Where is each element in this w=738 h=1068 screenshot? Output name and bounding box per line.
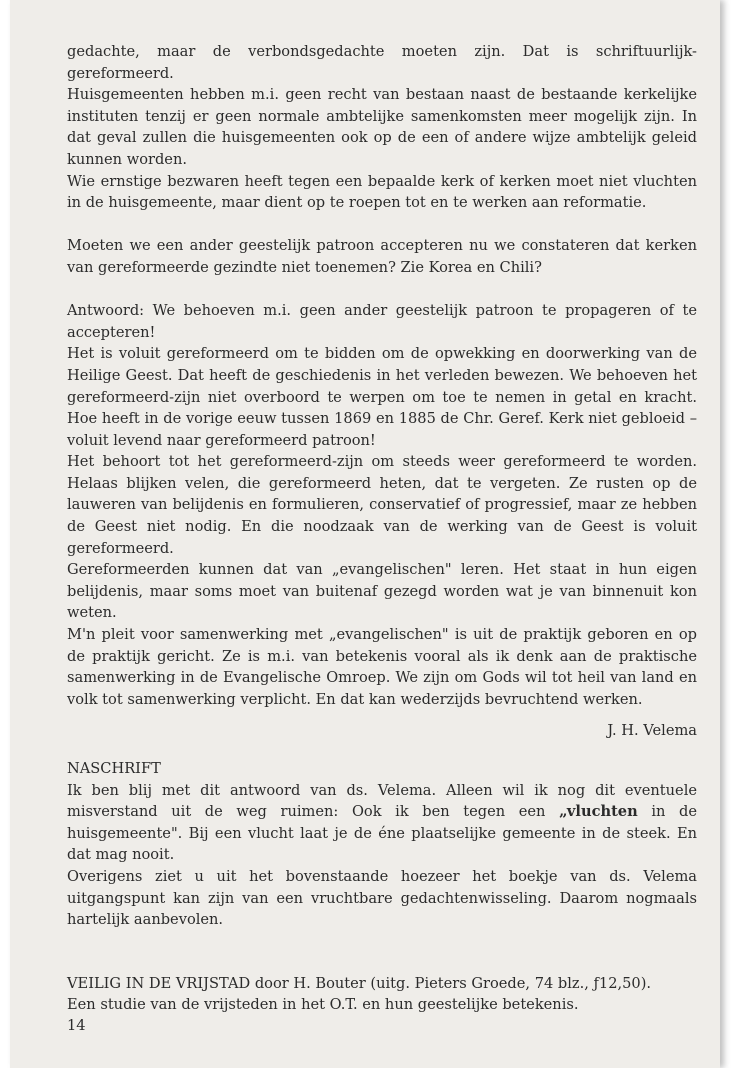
article-paragraph-2: Huisgemeenten hebben m.i. geen recht van bestaan naast de bestaande kerkelijke instituten tenzij er geen normale ambtelijke samenkomsten meer mogelijk zijn. In dat geval zullen die huisgemeenten ook op de een of andere wijze ambtelijk geleid kunnen worden. xyxy=(67,86,697,168)
naschrift-paragraph-1 xyxy=(67,780,697,866)
article-paragraph-4: Het is voluit gereformeerd om te bidden om de opwekking en doorwerking van de Heilige Geest. Dat heeft de geschiedenis in het verleden bewezen. We behoeven het gereformeerd-zijn niet overboord te werpen om toe te nemen in getal en kracht. Hoe heeft in de vorige eeuw tussen 1869 en 1885 de Chr. Geref. Kerk niet gebloeid – voluit levend naar gereformeerd patroon! xyxy=(67,345,697,449)
book-notice-line xyxy=(67,973,697,995)
naschrift-text-before: Ik ben blij met dit antwoord van ds. Velema. Alleen wil ik nog dit eventuele misverstand uit de weg ruimen: Ook ik ben tegen een xyxy=(67,781,697,821)
article-paragraph-5: Het behoort tot het gereformeerd-zijn om steeds weer gereformeerd te worden. Helaas blijken velen, die gereformeerd heten, dat te vergeten. Ze rusten op de lauweren van belijdenis en formulieren, conservatief of progressief, maar ze hebben de Geest niet nodig. En die noodzaak van de werking van de Geest is voluit gereformeerd. xyxy=(67,453,697,557)
book-page xyxy=(10,0,720,1068)
article-paragraph-6: Gereformeerden kunnen dat van „evangelischen" leren. Het staat in hun eigen belijdenis, maar soms moet van buitenaf gezegd worden wat je van binnenuit kon weten. xyxy=(67,561,697,622)
question-paragraph: Moeten we een ander geestelijk patroon accepteren nu we constateren dat kerken van gereformeerde gezindte niet toenemen? Zie Korea en Chili? xyxy=(67,237,697,276)
book-details: door H. Bouter (uitg. Pieters Groede, 74 blz., ƒ12,50). xyxy=(250,974,652,992)
answer-paragraph: Antwoord: We behoeven m.i. geen ander geestelijk patroon te propageren of te accepteren! xyxy=(67,302,697,341)
book-title: VEILIG IN DE VRIJSTAD xyxy=(67,974,251,992)
paragraph-gap xyxy=(67,279,697,301)
article-paragraph-3: Wie ernstige bezwaren heeft tegen een bepaalde kerk of kerken moet niet vluchten in de huisgemeente, maar dient op te roepen tot en te werken aan reformatie. xyxy=(67,172,697,212)
article-paragraph-1: gedachte, maar de verbondsgedachte moeten zijn. Dat is schriftuurlijk-gereformeerd. xyxy=(67,43,697,82)
naschrift-text-after: in de huisgemeente". Bij een vlucht laat je de éne plaatselijke gemeente in de steek. En dat mag nooit. xyxy=(67,803,697,864)
naschrift-paragraph-2: Overigens ziet u uit het bovenstaande hoezeer het boekje van ds. Velema uitgangspunt kan zijn van een vruchtbare gedachtenwisseling. Daarom nogmaals hartelijk aanbevolen. xyxy=(67,867,697,929)
book-description: Een studie van de vrijsteden in het O.T. en hun geestelijke betekenis. xyxy=(67,996,579,1014)
naschrift-bold-term: „vluchten xyxy=(559,803,638,821)
naschrift-heading: NASCHRIFT xyxy=(67,760,161,777)
page-number: 14 xyxy=(67,1017,86,1034)
paragraph-gap xyxy=(67,214,697,236)
page-text xyxy=(67,41,697,1016)
article-paragraph-7: M'n pleit voor samenwerking met „evangelischen" is uit de praktijk geboren en op de praktijk gericht. Ze is m.i. van betekenis vooral als ik denk aan de praktische samenwerking in de Evangelische Omroep. We zijn om Gods wil tot heil van land en volk tot samenwerking verplicht. En dat kan wederzijds bevruchtend werken. xyxy=(67,626,697,708)
author-signature: J. H. Velema xyxy=(607,722,697,740)
